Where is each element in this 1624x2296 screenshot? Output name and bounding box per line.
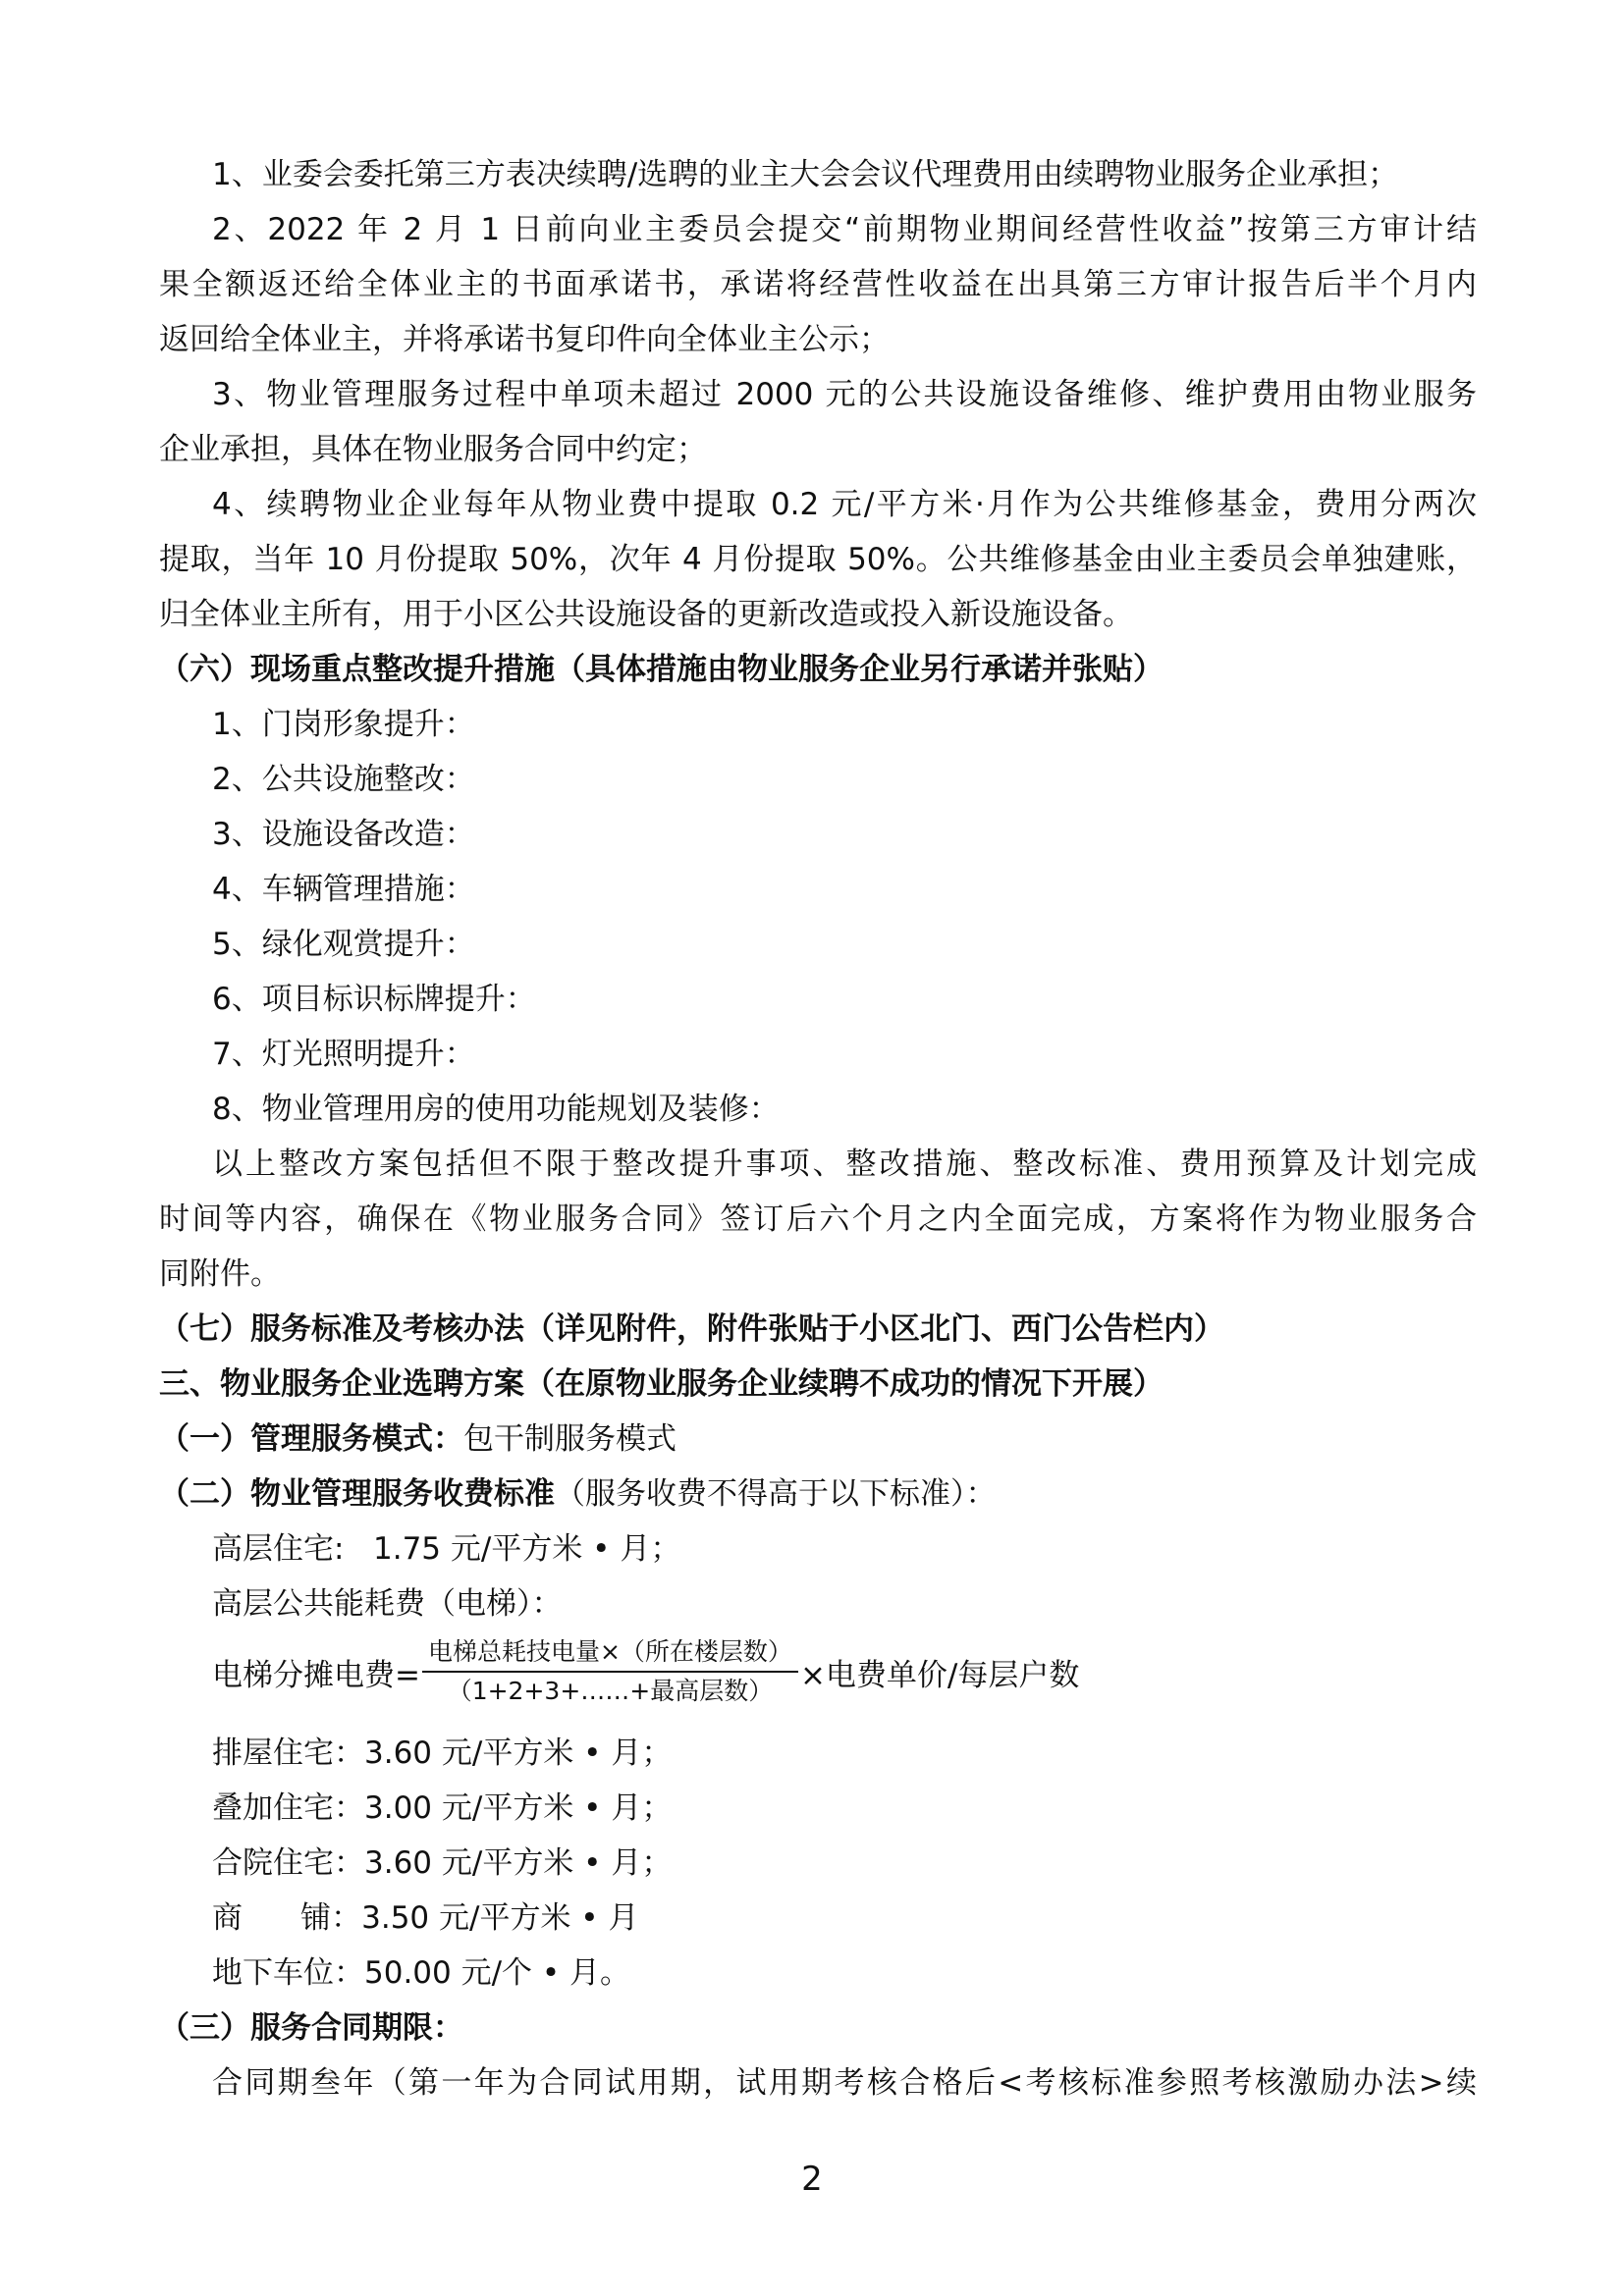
- heading-note: （服务收费不得高于以下标准）：: [555, 1476, 997, 1512]
- paragraph-line: 时间等内容，确保在《物业服务合同》签订后六个月之内全面完成，方案将作为物业服务合: [159, 1201, 1477, 1237]
- elevator-fee-formula: [212, 1628, 1079, 1716]
- list-item: 6、项目标识标牌提升：: [212, 982, 536, 1017]
- list-item: 1、门岗形象提升：: [212, 707, 475, 742]
- fee-item-high-rise: 高层住宅: 1.75 元/平方米 • 月；: [212, 1531, 681, 1567]
- chapter-heading-3: 三、物业服务企业选聘方案（在原物业服务企业续聘不成功的情况下开展）: [159, 1366, 1164, 1402]
- paragraph-line: 以上整改方案包括但不限于整改提升事项、整改措施、整改标准、费用预算及计划完成: [212, 1147, 1477, 1182]
- paragraph-line: 3、物业管理服务过程中单项未超过 2000 元的公共设施设备维修、维护费用由物业服务: [212, 377, 1477, 412]
- paragraph-line: 4、续聘物业企业每年从物业费中提取 0.2 元/平方米·月作为公共维修基金，费用分两次: [212, 487, 1477, 522]
- fee-item-courtyard: 合院住宅：3.60 元/平方米 • 月；: [212, 1845, 673, 1881]
- list-item: 3、设施设备改造：: [212, 817, 475, 852]
- list-item: 4、车辆管理措施：: [212, 872, 475, 907]
- heading-label: （二）物业管理服务收费标准: [159, 1476, 555, 1512]
- paragraph-line: 返回给全体业主，并将承诺书复印件向全体业主公示；: [159, 322, 890, 357]
- paragraph-line: 1、业委会委托第三方表决续聘/选聘的业主大会会议代理费用由续聘物业服务企业承担；: [212, 157, 1399, 192]
- paragraph-line: 企业承担，具体在物业服务合同中约定；: [159, 432, 707, 467]
- section-heading-7: （七）服务标准及考核办法（详见附件，附件张贴于小区北门、西门公告栏内）: [159, 1311, 1224, 1347]
- paragraph-line: 2、2022 年 2 月 1 日前向业主委员会提交“前期物业期间经营性收益”按第三方审计结: [212, 212, 1477, 247]
- fee-item-shop: 商 铺：3.50 元/平方米 • 月: [212, 1900, 639, 1936]
- formula-lhs: 电梯分摊电费=: [212, 1657, 420, 1693]
- fee-item-elevator-energy: 高层公共能耗费（电梯）：: [212, 1586, 563, 1622]
- formula-numerator: 电梯总耗技电量×（所在楼层数）: [422, 1635, 798, 1673]
- formula-fraction: [422, 1635, 798, 1708]
- paragraph-line: 同附件。: [159, 1256, 281, 1292]
- paragraph-line: 合同期叁年（第一年为合同试用期，试用期考核合格后<考核标准参照考核激励办法>续: [212, 2065, 1477, 2101]
- list-item: 2、公共设施整改：: [212, 762, 475, 797]
- fee-item-stacked: 叠加住宅：3.00 元/平方米 • 月；: [212, 1790, 673, 1826]
- formula-rhs: ×电费单价/每层户数: [799, 1657, 1080, 1693]
- paragraph-line: 果全额返还给全体业主的书面承诺书，承诺将经营性收益在出具第三方审计报告后半个月内: [159, 267, 1477, 302]
- paragraph-line: 提取，当年 10 月份提取 50%，次年 4 月份提取 50%。公共维修基金由业主委员会单独建账，: [159, 542, 1477, 577]
- paragraph-line: 归全体业主所有，用于小区公共设施设备的更新改造或投入新设施设备。: [159, 597, 1133, 632]
- section-heading-management-mode: [159, 1419, 1477, 1459]
- list-item: 5、绿化观赏提升：: [212, 927, 475, 962]
- heading-value: 包干制服务模式: [463, 1421, 677, 1457]
- section-heading-6: （六）现场重点整改提升措施（具体措施由物业服务企业另行承诺并张贴）: [159, 652, 1164, 687]
- fee-item-townhouse: 排屋住宅：3.60 元/平方米 • 月；: [212, 1735, 673, 1771]
- heading-label: （一）管理服务模式：: [159, 1421, 463, 1457]
- page-number: 2: [801, 2160, 823, 2199]
- list-item: 7、灯光照明提升：: [212, 1037, 475, 1072]
- section-heading-contract-term: （三）服务合同期限：: [159, 2010, 463, 2046]
- list-item: 8、物业管理用房的使用功能规划及装修：: [212, 1092, 780, 1127]
- formula-denominator: （1+2+3+……+最高层数）: [447, 1677, 774, 1705]
- fee-item-parking: 地下车位：50.00 元/个 • 月。: [212, 1955, 631, 1991]
- section-heading-fee-standard: [159, 1474, 1477, 1514]
